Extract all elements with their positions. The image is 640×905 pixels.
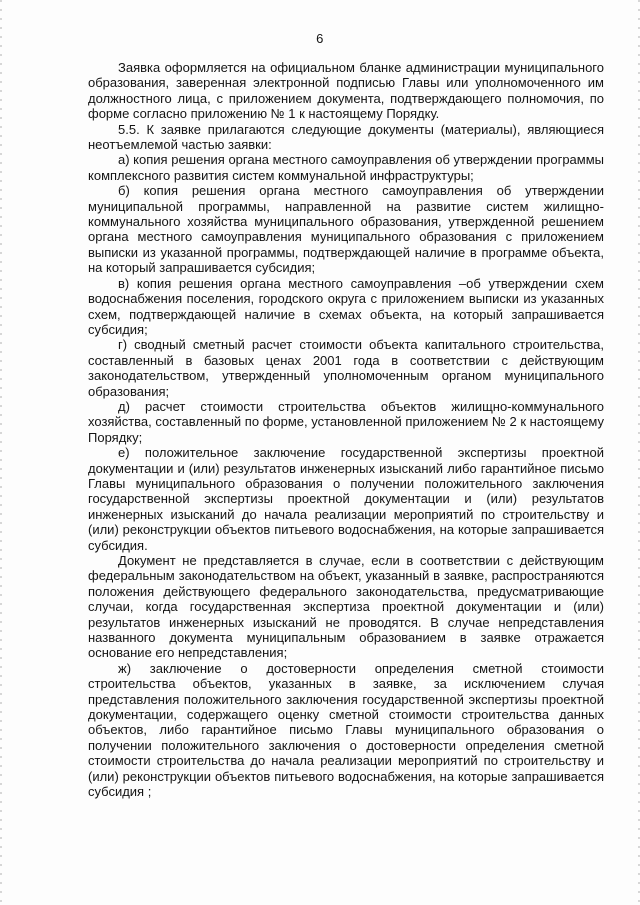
paragraph-document-not-submitted: Документ не представляется в случае, если в соответствии с действующим федеральным законодательством на объект, указанный в заявке, распространяются положения действующего федерального законодательства, предусматривающие случаи, когда государственная экспертиза проектной документации и (или) результатов инженерных изысканий не проводятся. В случае непредставления названного документа муниципальным образованием в заявке отражается основание его непредставления; bbox=[88, 553, 604, 661]
paragraph-application-form: Заявка оформляется на официальном бланке администрации муниципального образования, заверенная электронной подписью Главы или уполномоченного им должностного лица, с приложением документа, подтверждающего полномочия, по форме согласно приложению № 1 к настоящему Порядку. bbox=[88, 60, 604, 122]
list-item-g: г) сводный сметный расчет стоимости объекта капитального строительства, составленный в базовых ценах 2001 года в соответствии с действующим законодательством, утвержденный уполномоченным органом муниципального образования; bbox=[88, 337, 604, 399]
paragraph-section-5-5: 5.5. К заявке прилагаются следующие документы (материалы), являющиеся неотъемлемой частью заявки: bbox=[88, 121, 604, 153]
list-item-v: в) копия решения органа местного самоуправления –об утверждении схем водоснабжения поселения, городского округа с приложением выписки из указанных схем, подтверждающей наличие в схемах объекта, на который запрашивается субсидия; bbox=[88, 275, 604, 337]
list-item-d: д) расчет стоимости строительства объектов жилищно-коммунального хозяйства, составленный по форме, установленной приложением № 2 к настоящему Порядку; bbox=[88, 398, 604, 445]
list-item-zh: ж) заключение о достоверности определения сметной стоимости строительства объектов, указанных в заявке, за исключением случая представления положительного заключения государственной экспертизы проектной документации, содержащего оценку сметной стоимости строительства данных объектов, либо гарантийное письмо Главы муниципального образования о получении положительного заключения о достоверности определения сметной стоимости строительства до начала реализации мероприятий по строительству и (или) реконструкции объектов питьевого водоснабжения, на которые запрашивается субсидия ; bbox=[88, 660, 604, 800]
page-number: 6 bbox=[316, 31, 324, 46]
list-item-a: а) копия решения органа местного самоуправления об утверждении программы комплексного развития систем коммунальной инфраструктуры; bbox=[88, 152, 604, 183]
list-item-e: е) положительное заключение государственной экспертизы проектной документации и (или) результатов инженерных изысканий либо гарантийное письмо Главы муниципального образования о получении положительного заключения государственной экспертизы проектной документации и (или) результатов инженерных изысканий до начала реализации мероприятий по строительству и (или) реконструкции объектов питьевого водоснабжения, на которые запрашивается субсидия. bbox=[88, 445, 604, 553]
document-body bbox=[88, 60, 604, 800]
scan-edge-left bbox=[0, 0, 2, 905]
list-item-b: б) копия решения органа местного самоуправления об утверждении муниципальной программы, направленной на развитие систем жилищно-коммунального хозяйства муниципального образования, утвержденной решением органа местного самоуправления муниципального образования с приложением выписки из указанной программы, подтверждающей наличие в программе объекта, на который запрашивается субсидия; bbox=[88, 183, 604, 276]
